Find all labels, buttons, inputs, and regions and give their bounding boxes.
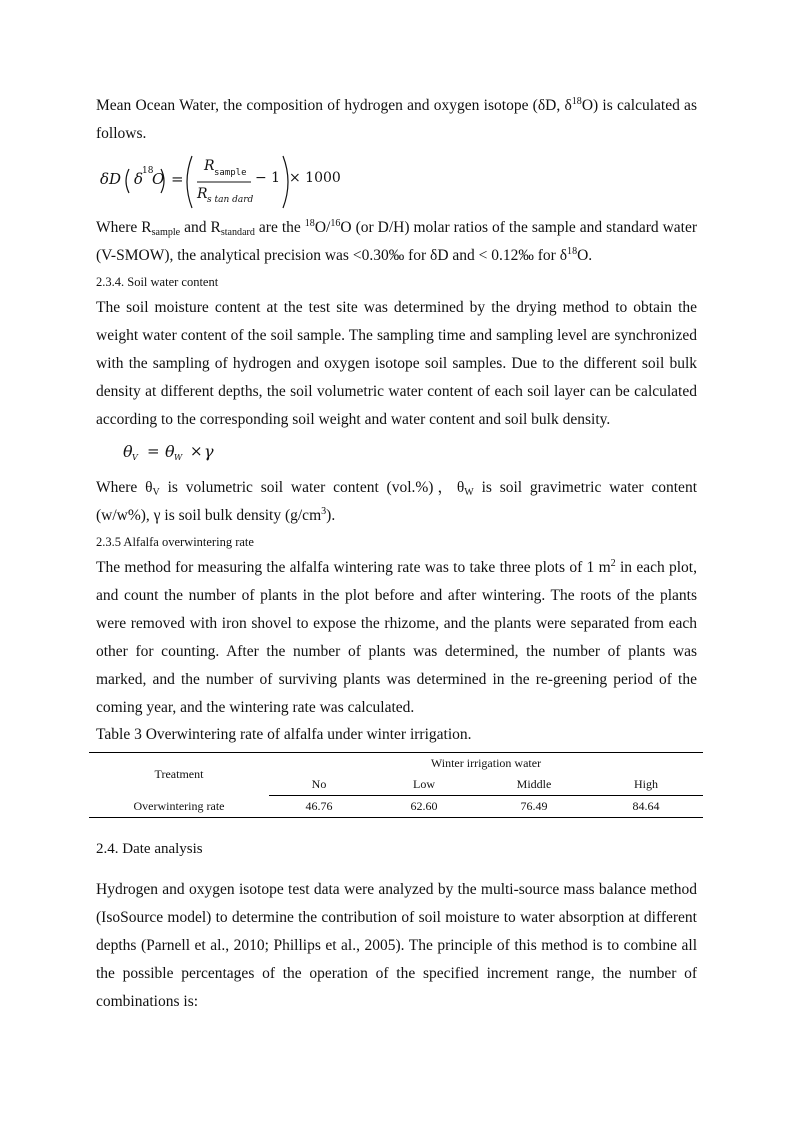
table-header-row-1: [89, 753, 703, 775]
heading-soil-water-content: 2.3.4. Soil water content: [96, 275, 219, 289]
page: [96, 92, 697, 1016]
theta-v-sub: V: [152, 487, 160, 498]
eq-den-r: R: [197, 186, 208, 202]
eq2-theta-v: θ: [123, 442, 133, 461]
table-col-middle: Middle: [516, 777, 552, 791]
paragraph-overwintering: The method for measuring the alfalfa wintering rate was to take three plots of 1 $m^2$ in each plot, and count the number of plants in the plot before and after wintering. The roots of the plants were removed with iron shovel to expose the rhizome, and the plants were separated from each other for counting. After the number of plants was determined, the number of plants was marked, and the number of surviving plants was determined in the re-greening period of the coming year, and the wintering rate was calculated.: [96, 558, 697, 716]
paragraph-where-theta: Where $\theta_V$ is volumetric soil water content (vol.%)，$\theta_W$ is soil gravimetric water content (w/w%), γ is soil bulk density $(g/cm^3)$.: [96, 479, 697, 524]
table-group-header: Winter irrigation water: [430, 756, 542, 770]
table-row-label: Overwintering rate: [133, 798, 225, 813]
r-sample-sub: sample: [151, 227, 181, 238]
eq2-sub-v: V: [132, 453, 138, 462]
eq2-theta-w: θ: [165, 442, 175, 461]
eq-minus-one: − 1: [255, 170, 281, 186]
heading-date-analysis: 2.4. Date analysis: [96, 841, 203, 857]
eq-num-r: R: [204, 158, 215, 174]
sup-18b: 18: [567, 246, 578, 257]
eq-lhs-sup: 18: [142, 166, 154, 176]
equation-volumetric: [96, 434, 697, 474]
table-cell: 62.60: [369, 796, 479, 818]
paragraph-where-r: Where $R_{sample}$ and $R_{standard}$ are the $^{18}$O/$^{16}$O (or D/H) molar ratios of the sample and standard water (V-SMOW), the analytical precision was <0.30‰ for δD and < 0.12‰ for $\delta^{18}O$.: [96, 218, 698, 264]
sup-2: 2: [610, 558, 616, 569]
eq-lhs-o: O: [152, 170, 165, 188]
r-standard-sub: standard: [220, 227, 255, 238]
eq-lhs-delta-d: δD: [100, 170, 122, 188]
eq2-times: ×: [190, 442, 203, 460]
eq-lhs-delta: δ: [134, 170, 144, 188]
paragraph-soil-moisture: The soil moisture content at the test site was determined by the drying method to obtain the weight water content of the soil sample. The sampling time and sampling level are synchronized with the sampling of hydrogen and oxygen isotope soil samples. Due to the different soil bulk density at different depths, the soil volumetric water content of each soil layer can be calculated according to the corresponding soil weight and water content and soil bulk density.: [96, 299, 697, 428]
paragraph-isosource: Hydrogen and oxygen isotope test data were analyzed by the multi-source mass balance method (IsoSource model) to determine the contribution of soil moisture to water absorption at different depths (Parnell et al., 2010; Phillips et al., 2005). The principle of this method is to combine all the possible percentages of the operation of the specified increment range, the number of combinations is:: [96, 881, 697, 1010]
table-col-no: No: [311, 777, 327, 791]
table-cell: 46.76: [269, 796, 369, 818]
paragraph-intro: [96, 92, 697, 148]
eq2-equals: =: [147, 442, 160, 460]
theta-w-sub: W: [464, 487, 474, 498]
sup-16: 16: [330, 218, 341, 229]
equation-delta: [96, 148, 697, 214]
heading-overwintering-rate: 2.3.5 Alfalfa overwintering rate: [96, 535, 254, 549]
table-row: [89, 796, 703, 818]
table-overwintering: [89, 752, 703, 818]
table-cell: 76.49: [479, 796, 589, 818]
table-col-low: Low: [413, 777, 435, 791]
sup-18: 18: [304, 218, 315, 229]
eq-num-sub: sample: [214, 168, 247, 178]
eq-equals: =: [171, 170, 184, 188]
eq2-gamma: γ: [204, 442, 214, 461]
eq-den-sub: s tan dard: [207, 195, 254, 205]
table-caption: Table 3 Overwintering rate of alfalfa under winter irrigation.: [96, 726, 472, 743]
sup-3: 3: [321, 506, 327, 517]
table-cell: 84.64: [589, 796, 703, 818]
table-col-high: High: [634, 777, 658, 791]
table-row-header: Treatment: [154, 766, 204, 781]
eq-times-1000: × 1000: [289, 170, 341, 186]
eq2-sub-w: W: [174, 453, 183, 462]
intro-text: Mean Ocean Water, the composition of hydrogen and oxygen isotope (δD, $\delta^{18}O$) is calculated as follows.: [96, 96, 697, 142]
